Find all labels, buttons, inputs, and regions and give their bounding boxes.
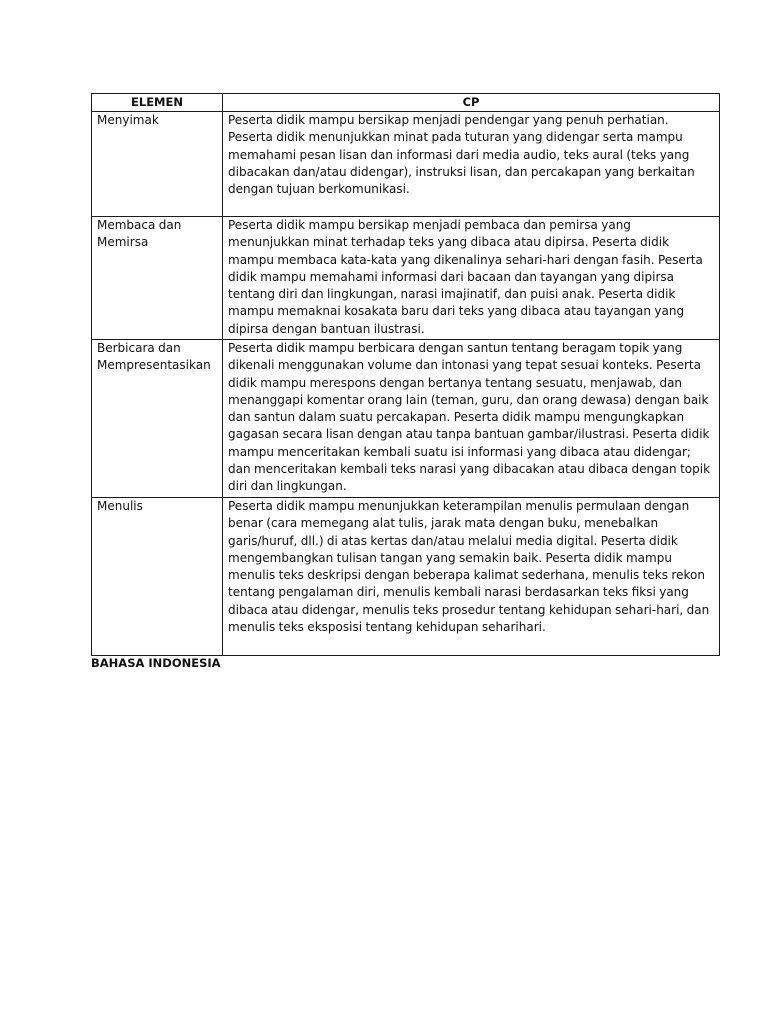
cp-description: Peserta didik mampu berbicara dengan santun tentang beragam topik yang dikenali menggunakan volume dan intonasi yang tepat sesuai konteks. Peserta didik mampu merespons dengan bertanya tentang sesuatu, menjawab, dan menanggapi komentar orang lain (teman, guru, dan orang dewasa) dengan baik dan santun dalam suatu percakapan. Peserta didik mampu mengungkapkan gagasan secara lisan dengan atau tanpa bantuan gambar/ilustrasi. Peserta didik mampu menceritakan kembali suatu isi informasi yang dibaca atau didengar; dan menceritakan kembali teks narasi yang dibacakan atau dibaca dengan topik diri dan lingkungan. — [228, 341, 711, 494]
table-row — [92, 498, 720, 656]
elemen-cell-menyimak — [92, 112, 223, 217]
table-row — [92, 217, 720, 340]
table-header-row — [92, 94, 720, 112]
elemen-cell-menulis — [92, 498, 223, 656]
cp-cell-menulis — [223, 498, 720, 656]
cp-description: Peserta didik mampu menunjukkan keterampilan menulis permulaan dengan benar (cara memegang alat tulis, jarak mata dengan buku, menebalkan garis/huruf, dll.) di atas kertas dan/atau melalui media digital. Peserta didik mengembangkan tulisan tangan yang semakin baik. Peserta didik mampu menulis teks deskripsi dengan beberapa kalimat sederhana, menulis teks rekon tentang pengalaman diri, menulis kembali narasi berdasarkan teks fiksi yang dibaca atau didengar, menulis teks prosedur tentang kehidupan sehari-hari, dan menulis teks eksposisi tentang kehidupan seharihari. — [228, 499, 710, 635]
cp-cell-berbicara-mempresentasikan — [223, 340, 720, 498]
subject-title: BAHASA INDONESIA — [91, 656, 221, 670]
cp-description: Peserta didik mampu bersikap menjadi pembaca dan pemirsa yang menunjukkan minat terhadap teks yang dibaca atau dipirsa. Peserta didik mampu membaca kata-kata yang dikenalinya sehari-hari dengan fasih. Peserta didik mampu memahami informasi dari bacaan dan tayangan yang dipirsa tentang diri dan lingkungan, narasi imajinatif, dan puisi anak. Peserta didik mampu memaknai kosakata baru dari teks yang dibaca atau tayangan yang dipirsa dengan bantuan ilustrasi. — [228, 218, 703, 336]
cp-cell-menyimak — [223, 112, 720, 217]
cp-table — [91, 93, 720, 656]
header-cp: CP — [223, 94, 720, 112]
elemen-cell-berbicara-mempresentasikan — [92, 340, 223, 498]
elemen-label: Membaca dan Memirsa — [97, 218, 182, 250]
cp-cell-membaca-memirsa — [223, 217, 720, 340]
elemen-label: Berbicara dan Mempresentasikan — [97, 341, 211, 373]
elemen-label: Menyimak — [97, 113, 159, 127]
elemen-cell-membaca-memirsa — [92, 217, 223, 340]
elemen-label: Menulis — [97, 499, 143, 513]
header-elemen: ELEMEN — [92, 94, 223, 112]
table-row — [92, 112, 720, 217]
cp-description: Peserta didik mampu bersikap menjadi pendengar yang penuh perhatian. Peserta didik menunjukkan minat pada tuturan yang didengar serta mampu memahami pesan lisan dan informasi dari media audio, teks aural (teks yang dibacakan dan/atau didengar), instruksi lisan, dan percakapan yang berkaitan dengan tujuan berkomunikasi. — [228, 113, 695, 197]
table-row — [92, 340, 720, 498]
